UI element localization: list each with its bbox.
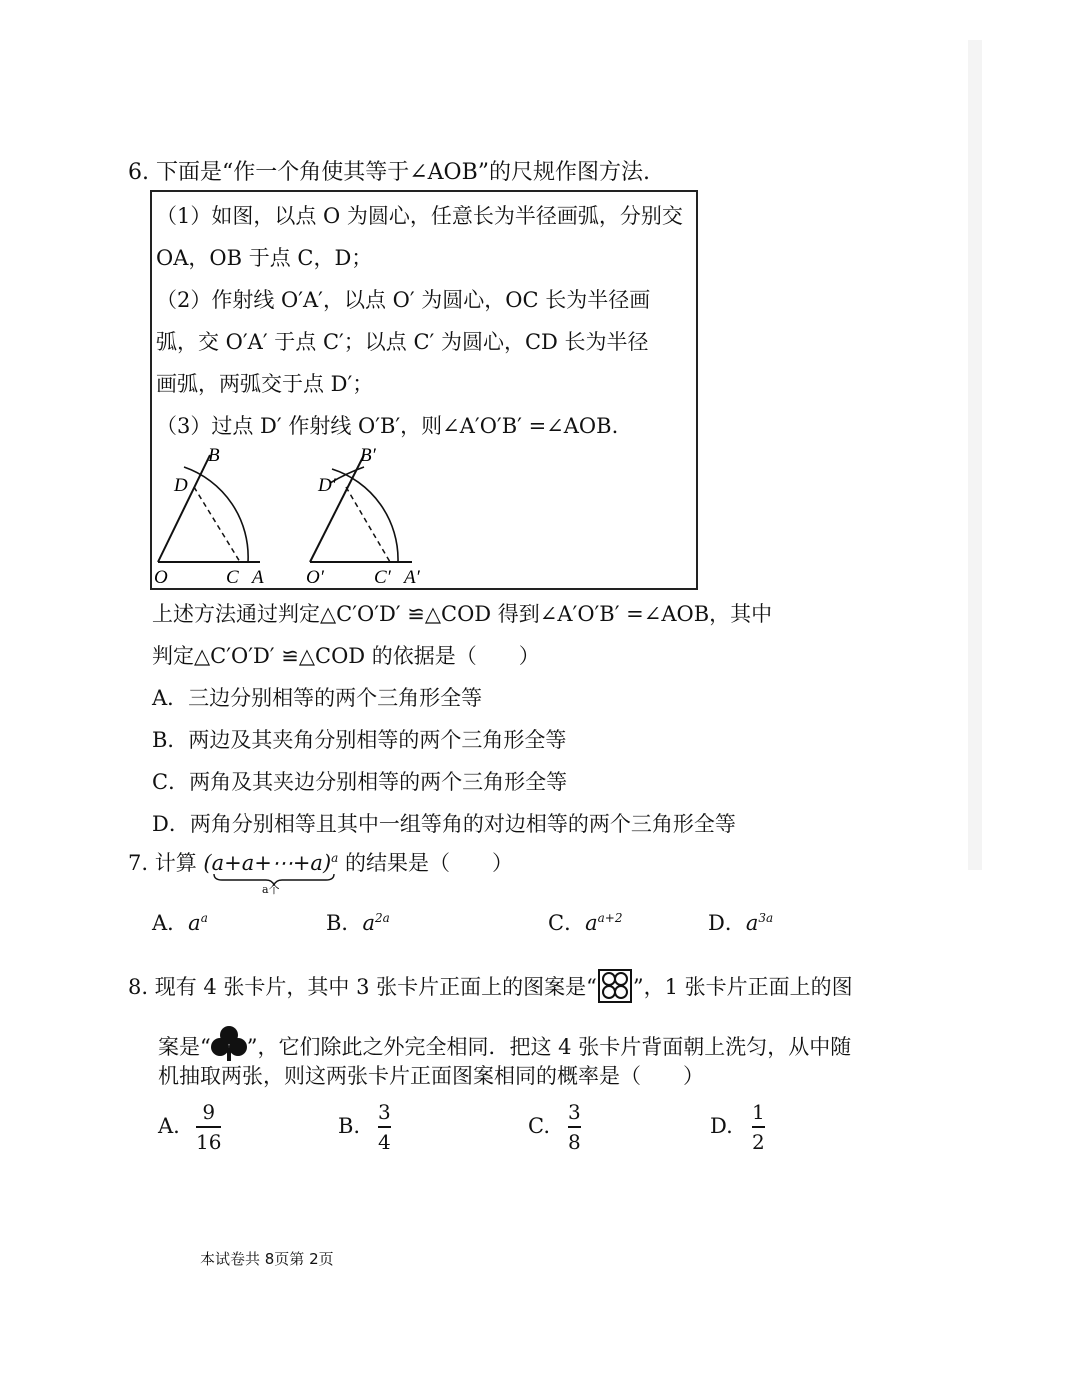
q7-stem <box>128 852 513 874</box>
q6-step-line: 弧，交 O′A′ 于点 C′；以点 C′ 为圆心，CD 长为半径 <box>156 330 649 354</box>
q8-option-b-fraction: 3 4 <box>378 1100 391 1154</box>
q7-exponent: a <box>331 851 339 865</box>
q8-option-c-fraction: 3 8 <box>568 1100 581 1154</box>
q6-option-a: A．三边分别相等的两个三角形全等 <box>152 686 483 710</box>
label-b: B <box>208 447 220 466</box>
scan-edge-shade <box>968 40 982 870</box>
clover-pattern-icon <box>211 1024 247 1062</box>
angle-aob-copy-figure <box>302 447 442 587</box>
label-a: A <box>252 567 264 587</box>
q6-method-box <box>150 190 698 590</box>
q7-expression: (a+a+⋯+a) <box>203 851 332 875</box>
angle-aob-figure <box>152 447 282 587</box>
q6-option-d: D．两角分别相等且其中一组等角的对边相等的两个三角形全等 <box>152 812 736 836</box>
q7-option-c: C．$a^{a+2}$ <box>548 911 623 935</box>
q6-step-line: 画弧，两弧交于点 D′； <box>156 372 374 396</box>
q8-line-3: 机抽取两张，则这两张卡片正面图案相同的概率是（ ） <box>158 1064 704 1088</box>
q6-title: 6. 下面是“作一个角使其等于∠AOB”的尺规作图方法. <box>128 160 650 185</box>
label-d: D <box>174 475 188 496</box>
q8-option-a-fraction: 9 16 <box>196 1100 222 1154</box>
q8-option-a-label: A. <box>158 1114 180 1138</box>
underbrace-label: a个 <box>262 883 280 896</box>
q6-conclusion-line: 上述方法通过判定△C′O′D′ ≌△COD 得到∠A′O′B′ =∠AOB，其中 <box>152 602 773 626</box>
label-b-prime: B′ <box>360 447 376 466</box>
q8-line-1: 8. 现有 4 张卡片，其中 3 张卡片正面上的图案是“ ”，1 张卡片正面上的图 <box>128 968 853 1004</box>
q7-option-b: B．$a^{2a}$ <box>326 911 390 935</box>
q6-step-line: （3）过点 D′ 作射线 O′B′，则∠A′O′B′ =∠AOB. <box>156 414 619 438</box>
q8-option-c-label: C. <box>528 1114 550 1138</box>
q7-suffix: 的结果是（ ） <box>344 851 513 875</box>
q8-option-d-label: D. <box>710 1114 733 1138</box>
label-o-prime: O′ <box>306 567 324 587</box>
q6-question-line: 判定△C′O′D′ ≌△COD 的依据是（ ） <box>152 644 540 668</box>
q7-prefix: 7. 计算 <box>128 851 197 875</box>
q6-step-line: （1）如图，以点 O 为圆心，任意长为半径画弧，分别交 <box>156 204 683 228</box>
q7-option-a: A．$a^a$ <box>152 911 208 935</box>
label-c-prime: C′ <box>374 567 391 587</box>
circles-pattern-icon <box>597 968 633 1004</box>
q8-line-2: 案是“ ”，它们除此之外完全相同．把这 4 张卡片背面朝上洗匀，从中随 <box>158 1024 851 1062</box>
label-a-prime: A′ <box>404 567 420 587</box>
q7-option-d: D．$a^{3a}$ <box>708 911 774 935</box>
q6-step-line: OA，OB 于点 C，D； <box>156 246 373 270</box>
q6-step-line: （2）作射线 O′A′，以点 O′ 为圆心，OC 长为半径画 <box>156 288 651 312</box>
page-footer: 本试卷共 8页第 2页 <box>200 1250 334 1268</box>
label-o: O <box>154 567 168 587</box>
q8-option-d-fraction: 1 2 <box>752 1100 765 1154</box>
label-d-prime: D′ <box>318 475 336 496</box>
label-c: C <box>226 567 239 587</box>
q6-option-c: C．两角及其夹边分别相等的两个三角形全等 <box>152 770 568 794</box>
q8-option-b-label: B. <box>338 1114 361 1138</box>
q6-option-b: B．两边及其夹角分别相等的两个三角形全等 <box>152 728 567 752</box>
